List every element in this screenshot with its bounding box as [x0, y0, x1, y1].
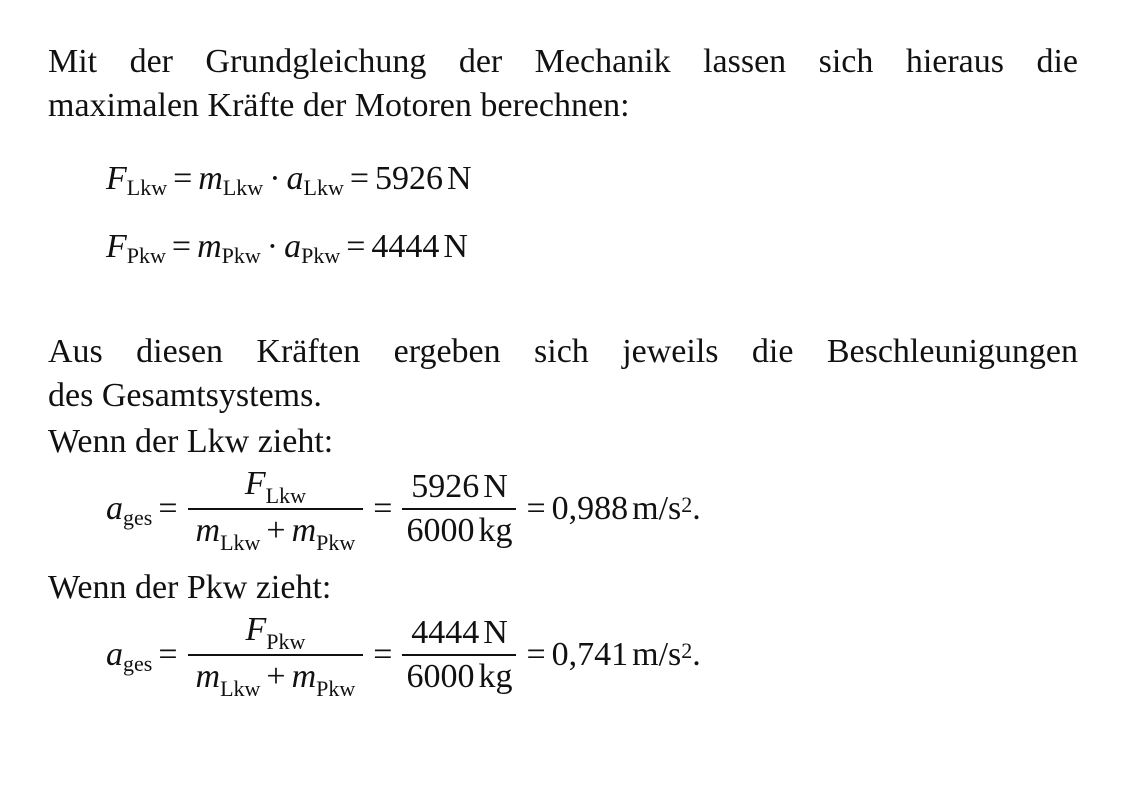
- eq-symbol: a: [284, 228, 302, 265]
- eq-exponent: 2: [681, 492, 693, 517]
- eq-operator: =: [171, 228, 192, 265]
- equation-acceleration-lkw: [106, 465, 701, 555]
- case-pkw-label: Wenn der Pkw zieht:: [48, 569, 332, 606]
- fraction-numeric: [402, 615, 516, 695]
- eq-symbol: F: [106, 160, 127, 197]
- eq-exponent: 2: [681, 638, 693, 663]
- eq-subscript: Lkw: [222, 175, 264, 200]
- eq-operator: ·: [266, 228, 279, 265]
- fraction-numerator: $F_{Lkw}$: [244, 465, 306, 508]
- eq-subscript: ges: [123, 505, 153, 530]
- paragraph-1-line-1: Mit der Grundgleichung der Mechanik lassen sich hieraus die: [48, 43, 1078, 80]
- eq-operator: =: [526, 636, 546, 673]
- fraction-numerator: $F_{Pkw}$: [245, 611, 306, 654]
- eq-operator: =: [349, 160, 370, 197]
- eq-symbol: m: [198, 160, 223, 197]
- eq-symbol: a: [106, 636, 123, 673]
- eq-subscript: Pkw: [301, 243, 341, 268]
- eq-unit: m/s: [632, 490, 682, 527]
- eq-operator: =: [373, 490, 393, 527]
- fraction-denominator: $m_{Lkw} + m_{Pkw}$: [188, 508, 364, 552]
- eq-period: .: [692, 636, 701, 673]
- fraction-numeric: [402, 469, 516, 549]
- eq-unit: N: [447, 160, 472, 197]
- fraction-symbolic: [188, 611, 364, 701]
- eq-operator: =: [173, 160, 193, 197]
- fraction-numerator: 4444 N: [411, 614, 508, 651]
- eq-subscript: Lkw: [126, 175, 168, 200]
- eq-result: 0,988: [551, 490, 629, 527]
- eq-operator: =: [158, 636, 178, 673]
- eq-symbol: a: [106, 490, 123, 527]
- fraction-numerator: 5926 N: [411, 468, 508, 505]
- eq-value: 4444: [371, 228, 440, 265]
- eq-subscript: Pkw: [126, 243, 166, 268]
- paragraph-1-line-2: maximalen Kräfte der Motoren berechnen:: [48, 87, 630, 124]
- eq-operator: =: [158, 490, 178, 527]
- eq-operator: =: [346, 228, 366, 265]
- fraction-symbolic: [188, 465, 364, 555]
- eq-result: 0,741: [551, 636, 629, 673]
- eq-unit: N: [443, 228, 468, 265]
- eq-unit: m/s: [632, 636, 682, 673]
- eq-value: 5926: [375, 160, 444, 197]
- eq-symbol: m: [197, 228, 222, 265]
- eq-operator: ·: [269, 160, 281, 197]
- paragraph-2-line-2: des Gesamtsystems.: [48, 377, 322, 414]
- eq-subscript: Pkw: [221, 243, 261, 268]
- equation-pkw-force: [106, 228, 468, 266]
- eq-symbol: F: [106, 228, 127, 265]
- eq-operator: =: [526, 490, 546, 527]
- eq-subscript: ges: [123, 651, 153, 676]
- fraction-denominator: $m_{Lkw} + m_{Pkw}$: [188, 654, 364, 698]
- equation-lkw-force: [106, 160, 472, 198]
- fraction-denominator: 6000 kg: [402, 654, 516, 695]
- eq-symbol: a: [286, 160, 304, 197]
- case-lkw-label: Wenn der Lkw zieht:: [48, 423, 334, 460]
- eq-subscript: Lkw: [303, 175, 344, 200]
- eq-operator: =: [373, 636, 393, 673]
- fraction-denominator: 6000 kg: [402, 508, 516, 549]
- equation-acceleration-pkw: [106, 611, 701, 701]
- eq-period: .: [692, 490, 701, 527]
- paragraph-2-line-1: Aus diesen Kräften ergeben sich jeweils die Beschleunigungen: [48, 333, 1078, 370]
